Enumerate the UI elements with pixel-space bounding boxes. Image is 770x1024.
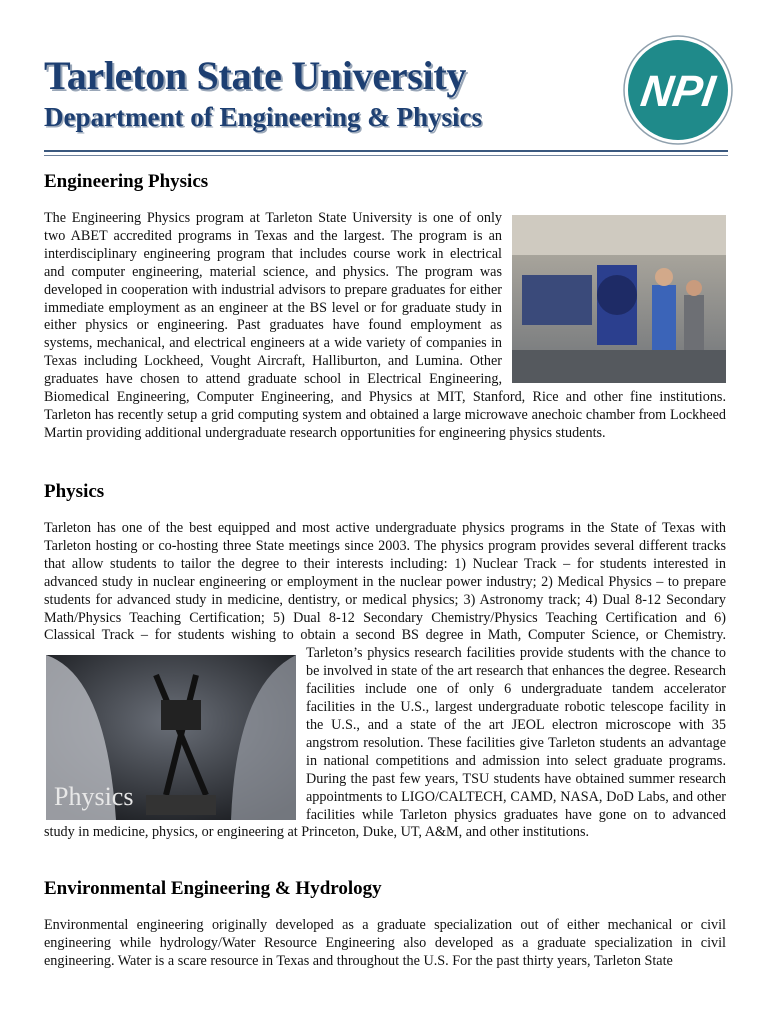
lab-photo — [512, 215, 726, 383]
logo-text: NPI — [637, 67, 718, 116]
heading-physics: Physics — [44, 481, 105, 502]
university-title: Tarleton State University — [44, 53, 467, 98]
header-rule-thin — [44, 155, 728, 156]
paragraph-environmental-engineering — [44, 917, 726, 971]
telescope-photo — [46, 655, 296, 820]
environmental-engineering-text: Environmental engineering originally developed as a graduate specialization out of either mechanical or civil engineering while hydrology/Water Resource Engineering also developed as a graduate specialization in civil engineering. Water is a scare resource in Texas and throughout the U.S. For the past thirty years, Tarleton State — [44, 917, 726, 969]
engineering-physics-text: The Engineering Physics program at Tarleton State University is one of only two ABET accredited programs in Texas and the largest. The program is an interdisciplinary engineering program that includes course work in electrical and computer engineering, material science, and physics. The program was developed in cooperation with industrial advisors to prepare graduates for either immediate employment as an engineer at the BS level or for graduate study in either physics or engineering. Past graduates have found employment as systems, mechanical, and electrical engineers at a wide variety of companies in Texas including Lockheed, Vought Aircraft, Halliburton, and Lumina. Other graduates have chosen to attend graduate school in Electrical Engineering, Biomedical Engineering, Computer Engineering, and Physics at MIT, Stanford, Rice and other fine institutions. Tarleton has recently setup a grid computing system and obtained a large microwave anechoic chamber from Lockheed Martin providing additional undergraduate research opportunities for engineering physics students. — [44, 210, 726, 441]
heading-engineering-physics: Engineering Physics — [44, 171, 209, 192]
npi-logo — [622, 34, 734, 146]
paragraph-engineering-physics — [44, 210, 726, 443]
image-caption-physics: Physics — [54, 782, 134, 811]
physics-text-intro: Tarleton has one of the best equipped and most active undergraduate physics programs in the State of Texas with Tarleton hosting or co-hosting three State meetings since 2003. The physics program provides several different tracks that allow students to tailor the degree to their interests including: 1) Nuclear Track – for students interested in advanced study in nuclear engineering or employment in the nuclear power industry; 2) Medical Physics – to prepare students for advanced study in medicine, dentistry, or medical physics; 3) Astronomy track; 4) Dual 8-12 Secondary Math/Physics Teaching Certification; 5) Dual 8-12 Secondary Chemistry/Physics Teaching Certification and 6) Classical Track – for students wishing to obtain a second BS degree in Math, Computer Science, or Chemistry. Tarleton’s physics research facilities provide students with the chance to be involved in state of the art research that enhances the degree. Research facilities include one of only 6 undergraduate tandem accelerator facilities in the U.S., largest undergraduate robotic telescope facility in the U.S., and a state of the art JEOL electron microscope with 35 angstrom resolution. These facilities give Tarleton students an advantage in national competitions and admission into select graduate programs. During the past few years, TSU students have obtained summer research appointments to LIGO/CALTECH, CAMD, NASA, DoD Labs, and other facilities while Tarleton physics graduates have gone on to advanced study in medicine, physics, or engineering at Princeton, Duke, UT, A&M, and other institutions. — [44, 520, 726, 841]
heading-environmental-engineering: Environmental Engineering & Hydrology — [44, 878, 382, 899]
department-title: Department of Engineering & Physics — [44, 102, 482, 132]
header-rule — [44, 150, 728, 152]
